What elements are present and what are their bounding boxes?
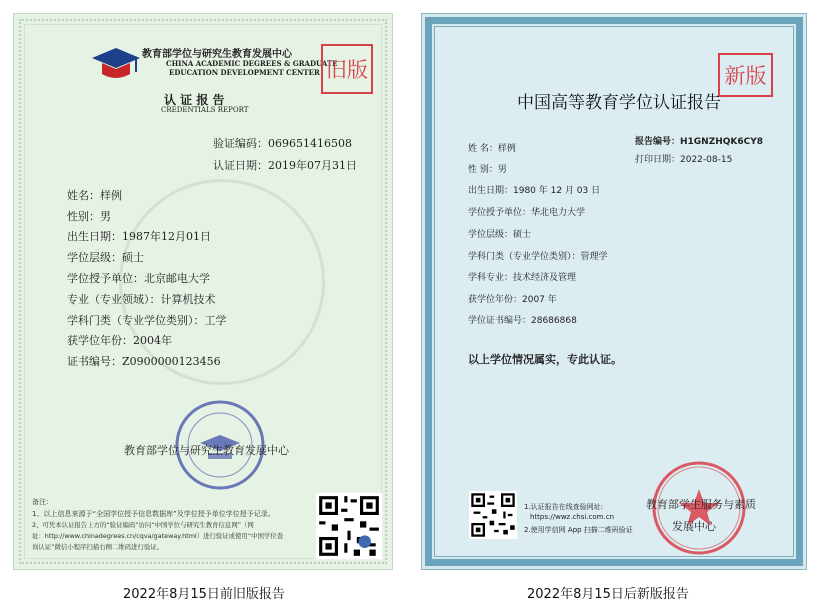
new-qr-code — [469, 491, 517, 539]
graduation-cap-logo — [90, 44, 142, 84]
report-title: 中国高等教育学位认证报告 — [517, 93, 721, 113]
org-name-cn: 教育部学位与研究生教育发展中心 — [142, 49, 292, 60]
field-gender: 性 别：男 — [468, 165, 507, 175]
org-name-en-1: CHINA ACADEMIC DEGREES & GRADUATE — [166, 59, 338, 68]
new-version-stamp: 新版 — [718, 53, 773, 97]
issuer-name-line-1: 教育部学生服务与素质 — [646, 498, 756, 511]
field-degree-level: 学位层级：硕士 — [67, 251, 144, 264]
old-credentials-report — [13, 13, 393, 570]
note-title: 备注： — [32, 498, 53, 506]
field-certificate-no: 学位证书编号：28686868 — [468, 316, 577, 326]
note-line-4: 询认证”微信小程序扫描右侧二维码进行验证。 — [32, 543, 164, 551]
field-major: 专业（专业领域）：计算机技术 — [67, 293, 216, 306]
field-institution: 学位授予单位：华北电力大学 — [468, 208, 586, 218]
certification-date: 认证日期：2019年07月31日 — [213, 159, 357, 172]
new-credentials-report — [421, 13, 807, 570]
field-institution: 学位授予单位：北京邮电大学 — [67, 272, 210, 285]
old-qr-code — [316, 493, 382, 559]
verify-instruction-2: 2.使用学信网 App 扫描二维码验证 — [524, 526, 633, 534]
old-report-caption: 2022年8月15日前旧版报告 — [123, 587, 285, 602]
note-line-1: 1、以上信息来源于“全国学位授予信息数据库”及学位授予单位学位授予记录。 — [32, 510, 275, 518]
new-report-caption: 2022年8月15日后新版报告 — [527, 587, 689, 602]
certification-statement: 以上学位情况属实，专此认证。 — [468, 353, 622, 366]
field-major: 学科专业：技术经济及管理 — [468, 273, 577, 283]
field-gender: 性别：男 — [67, 210, 111, 223]
report-title-cn: 认 证 报 告 — [164, 93, 225, 107]
field-name: 姓名：样例 — [67, 189, 122, 202]
old-version-stamp: 旧版 — [321, 44, 373, 94]
verify-url: https://wwz.chsi.com.cn — [530, 513, 615, 521]
field-name: 姓 名：样例 — [468, 144, 516, 154]
note-line-3: 址：http://www.chinadegrees.cn/cqva/gateway.html）进行验证或使用“中国学位查 — [32, 532, 284, 540]
verification-code: 验证编码：069651416508 — [213, 137, 352, 150]
field-certificate-no: 证书编号：Z0900000123456 — [67, 355, 221, 368]
field-discipline: 学科门类（专业学位类别）：工学 — [67, 314, 227, 327]
org-name-en-2: EDUCATION DEVELOPMENT CENTER — [169, 68, 320, 77]
report-title-en: CREDENTIALS REPORT — [161, 106, 249, 114]
field-degree-year: 获学位年份：2007 年 — [468, 295, 557, 305]
field-degree-year: 获学位年份：2004年 — [67, 334, 172, 347]
field-birth-date: 出生日期：1980 年 12 月 03 日 — [468, 186, 601, 196]
verify-instruction-1: 1.认证报告在线查验网址: — [524, 503, 604, 511]
note-line-2: 2、可凭本认证报告上方的“验证编码”访问“中国学位与研究生教育信息网”（网 — [32, 521, 254, 529]
field-degree-level: 学位层级：硕士 — [468, 230, 532, 240]
issuer-name-line-2: 发展中心 — [672, 520, 716, 533]
print-date: 打印日期：2022-08-15 — [635, 155, 733, 165]
field-birth-date: 出生日期：1987年12月01日 — [67, 230, 211, 243]
field-discipline: 学科门类（专业学位类别）：管理学 — [468, 252, 608, 262]
report-number: 报告编号：H1GNZHQK6CY8 — [635, 137, 764, 147]
issuer-name: 教育部学位与研究生教育发展中心 — [124, 444, 289, 457]
